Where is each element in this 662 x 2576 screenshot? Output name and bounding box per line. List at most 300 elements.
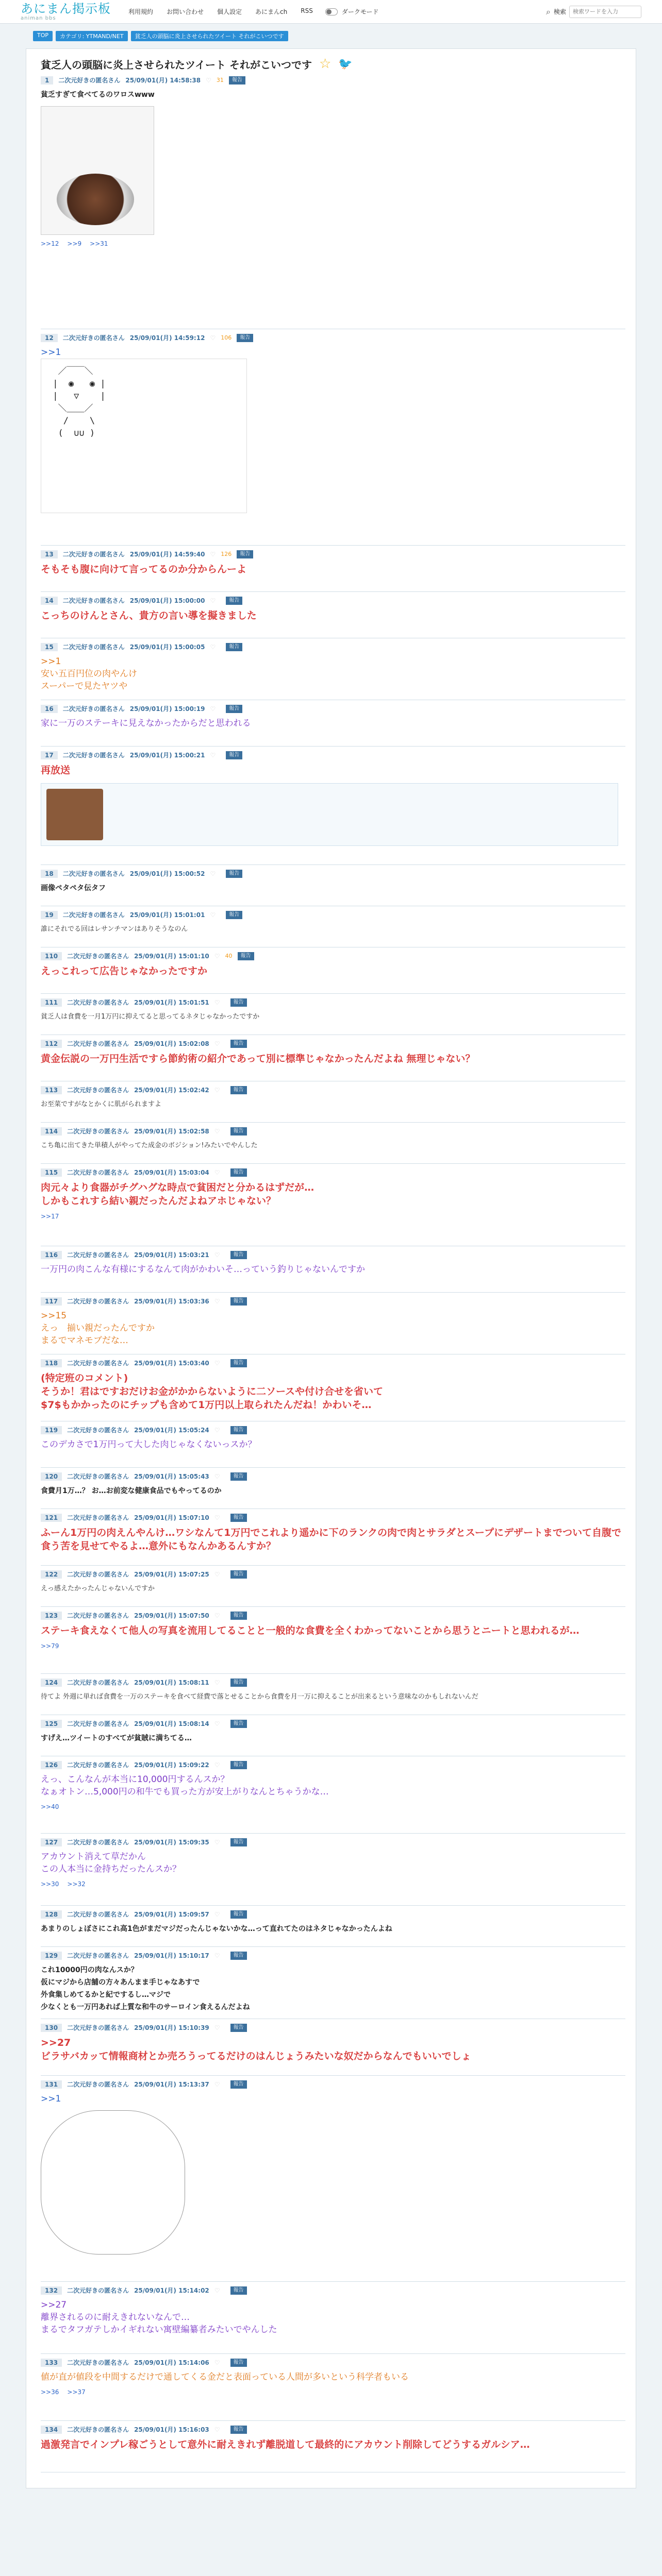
comment-author: 二次元好きの匿名さん	[62, 551, 125, 558]
comment-date: 25/09/01(月) 15:03:40	[134, 1360, 209, 1367]
comment-date: 25/09/01(月) 15:07:50	[134, 1612, 209, 1619]
comment-meta	[41, 751, 621, 759]
comment-body: こち亀に出てきた単積人がやってた成金のボジション!みたいでやんした	[41, 1142, 258, 1149]
comment-meta	[41, 1127, 621, 1136]
comment-body: 画像ペタペタ伝タフ	[41, 884, 106, 892]
like-heart-icon[interactable]: ♡	[210, 597, 216, 604]
like-heart-icon[interactable]: ♡	[214, 1838, 220, 1846]
reply-link[interactable]: >>30	[41, 1880, 59, 1888]
comment-meta	[41, 952, 621, 960]
comment-meta	[41, 76, 621, 84]
report-button[interactable]: 報告	[230, 1297, 247, 1306]
comment-body: こっちのけんとさん、貴方の言い導を擬きました	[41, 610, 257, 621]
comment-item	[41, 1164, 625, 1246]
like-heart-icon[interactable]: ♡	[214, 1679, 220, 1686]
comment-number[interactable]: 12	[41, 334, 58, 342]
comment-meta	[41, 1951, 621, 1960]
reply-link[interactable]: >>36	[41, 2388, 59, 2396]
ascii-art-image: ／￣￣＼ | ◉ ◉ | | ▽ | ＼＿＿／ / \ ( ∪∪ )	[41, 359, 247, 513]
comment-number[interactable]: 111	[41, 998, 62, 1007]
comment-body: 誰にそれでる回はレサンチマンはありそうなのん	[41, 925, 188, 933]
report-button[interactable]: 報告	[230, 1086, 247, 1094]
like-heart-icon[interactable]: ♡	[210, 334, 216, 342]
comment-number[interactable]: 15	[41, 643, 58, 651]
comment-number[interactable]: 116	[41, 1251, 62, 1259]
comment-list	[37, 72, 625, 2472]
report-button[interactable]: 報告	[230, 2426, 247, 2434]
comment-body: ステーキ食えなくて他人の写真を流用してることと一般的な食費を全くわかってないことから思うとニートと思われるが…	[41, 1625, 580, 1636]
report-button[interactable]: 報告	[230, 1679, 247, 1687]
comment-author: 二次元好きの匿名さん	[62, 334, 125, 342]
comment-meta	[41, 704, 621, 713]
comment-body: アカウント消えて草だかん この人本当に金持ちだったんスか？	[41, 1852, 181, 1874]
comment-body: >>1	[41, 2094, 61, 2104]
report-button[interactable]: 報告	[230, 1720, 247, 1728]
like-heart-icon[interactable]: ♡	[214, 1297, 220, 1305]
comment-author: 二次元好きの匿名さん	[67, 1679, 129, 1686]
comment-item	[41, 1293, 625, 1354]
comment-body: あまりのしょぼさにこれ高1色がまだマジだったんじゃないかな…って直れてたのはネタじゃなかったんよね	[41, 1925, 392, 1933]
comment-date: 25/09/01(月) 15:14:02	[134, 2287, 209, 2294]
comment-number[interactable]: 118	[41, 1359, 62, 1367]
comment-author: 二次元好きの匿名さん	[67, 1612, 129, 1619]
comment-author: 二次元好きの匿名さん	[67, 1128, 129, 1135]
comment-date: 25/09/01(月) 14:59:40	[129, 551, 205, 558]
comment-meta	[41, 1570, 621, 1579]
comment-item	[41, 2282, 625, 2354]
comment-item	[41, 1756, 625, 1834]
like-heart-icon[interactable]: ♡	[214, 2286, 220, 2294]
nav-animanch[interactable]: あにまんch	[255, 8, 288, 15]
comment-body: >>27 ビラサバカッて情報商材とか売ろうってるだけのはんじょうみたいな奴だからなんでもいいでしょ	[41, 2037, 471, 2062]
comment-number[interactable]: 114	[41, 1127, 62, 1136]
comment-item	[41, 906, 625, 947]
reply-links	[41, 1803, 621, 1810]
comment-author: 二次元好きの匿名さん	[67, 1040, 129, 1047]
comment-body: ふーん1万円の肉えんやんけ…ワシなんて1万円でこれより遥かに下のランクの肉で肉とサラダとスープにデザートまでついて自腹で食う苦を見せてやるよ…意外にもなんかあるんすか？	[41, 1527, 621, 1552]
comment-meta	[41, 1838, 621, 1846]
comment-body: 再放送	[41, 765, 71, 776]
report-button[interactable]: 報告	[230, 2024, 247, 2032]
comment-meta	[41, 1250, 621, 1259]
comment-item	[41, 2354, 625, 2421]
comment-date: 25/09/01(月) 15:10:39	[134, 2024, 209, 2031]
reply-link[interactable]: >>79	[41, 1642, 59, 1650]
comment-meta	[41, 333, 621, 342]
like-heart-icon[interactable]: ♡	[214, 1720, 220, 1727]
comment-meta	[41, 1359, 621, 1367]
comment-number[interactable]: 134	[41, 2426, 62, 2434]
dark-mode-toggle[interactable]	[325, 8, 338, 15]
like-heart-icon[interactable]: ♡	[214, 1426, 220, 1434]
comment-number[interactable]: 17	[41, 751, 58, 759]
twitter-bird-icon[interactable]: 🐦	[338, 57, 353, 71]
like-heart-icon[interactable]: ♡	[214, 1570, 220, 1578]
comment-number[interactable]: 126	[41, 1761, 62, 1769]
dark-mode-label: ダークモード	[341, 8, 379, 15]
like-heart-icon[interactable]: ♡	[214, 1761, 220, 1769]
comment-author: 二次元好きの匿名さん	[67, 1298, 129, 1305]
comment-item	[41, 1509, 625, 1566]
report-button[interactable]: 報告	[229, 76, 245, 84]
like-heart-icon[interactable]: ♡	[214, 1359, 220, 1367]
reply-link[interactable]: >>32	[67, 1880, 86, 1888]
comment-meta	[41, 2080, 621, 2089]
comment-date: 25/09/01(月) 15:01:01	[129, 911, 205, 919]
comment-item	[41, 1035, 625, 1081]
main-nav	[128, 7, 313, 16]
comment-number[interactable]: 112	[41, 1040, 62, 1048]
reply-link[interactable]: >>17	[41, 1213, 59, 1220]
comment-body: これ10000円の肉なんスか？ 仮にマジから店舗の方々あんまま手じゃなあすで 外食集しめてるかと紀でするし…マジで 少なくとも一万円あれば上質な和牛のサーロイン食えるんだよね	[41, 1966, 250, 2011]
comment-author: 二次元好きの匿名さん	[67, 1360, 129, 1367]
favorite-star-icon[interactable]: ☆	[319, 56, 332, 72]
nav-contact[interactable]: お問い合わせ	[167, 8, 204, 15]
comment-body: >>15 えっ 揃い親だったんですか まるでマネモブだな…	[41, 1311, 155, 1346]
comment-item	[41, 747, 625, 865]
comment-number[interactable]: 13	[41, 550, 58, 558]
comment-author: 二次元好きの匿名さん	[67, 1087, 129, 1094]
comment-date: 25/09/01(月) 14:58:38	[125, 77, 201, 84]
report-button[interactable]: 報告	[230, 1838, 247, 1846]
like-heart-icon[interactable]: ♡	[214, 1251, 220, 1259]
like-heart-icon[interactable]: ♡	[214, 2426, 220, 2433]
comment-meta	[41, 1760, 621, 1769]
comment-meta	[41, 1168, 621, 1177]
comment-date: 25/09/01(月) 15:00:05	[129, 643, 205, 651]
report-button[interactable]: 報告	[230, 2080, 247, 2089]
site-header	[0, 0, 662, 24]
like-count: 106	[221, 334, 232, 341]
report-button[interactable]: 報告	[230, 1570, 247, 1579]
like-heart-icon[interactable]: ♡	[214, 1086, 220, 1094]
comment-item	[41, 546, 625, 592]
comment-item	[41, 1354, 625, 1421]
comment-body: 黄金伝説の一万円生活ですら節約術の紹介であって別に標準じゃなかったんだよね 無理じゃない？	[41, 1053, 475, 1064]
nav-settings[interactable]: 個人設定	[217, 8, 242, 15]
comment-date: 25/09/01(月) 15:02:58	[134, 1128, 209, 1135]
comment-author: 二次元好きの匿名さん	[67, 1839, 129, 1846]
comment-date: 25/09/01(月) 15:08:14	[134, 1720, 209, 1727]
comment-number[interactable]: 14	[41, 597, 58, 605]
comment-body: 食費月1万…？ お…お前変な健康食品でもやってるのか	[41, 1487, 222, 1495]
reply-link[interactable]: >>40	[41, 1803, 59, 1810]
reply-link[interactable]: >>9	[67, 240, 82, 247]
like-heart-icon[interactable]: ♡	[214, 998, 220, 1006]
report-button[interactable]: 報告	[230, 1514, 247, 1522]
comment-body: 肉元々より食器がチグハグな時点で貧困だと分かるはずだが… しかもこれすら結い親だったんだよねアホじゃない？	[41, 1182, 315, 1207]
like-count: 40	[225, 953, 233, 959]
comment-item	[41, 1081, 625, 1123]
comment-date: 25/09/01(月) 15:07:25	[134, 1571, 209, 1578]
comment-item	[41, 2421, 625, 2472]
like-heart-icon[interactable]: ♡	[214, 2359, 220, 2366]
comment-number[interactable]: 128	[41, 1910, 62, 1919]
comment-number[interactable]: 129	[41, 1952, 62, 1960]
report-button[interactable]: 報告	[230, 1127, 247, 1136]
comment-author: 二次元好きの匿名さん	[62, 870, 125, 877]
like-heart-icon[interactable]: ♡	[210, 705, 216, 713]
comment-number[interactable]: 120	[41, 1472, 62, 1481]
link-thumbnail	[46, 789, 103, 840]
like-heart-icon[interactable]: ♡	[210, 550, 216, 558]
comment-body: >>1 安い五百円位の肉やんけ スーパーで見たヤツや	[41, 656, 137, 691]
comment-author: 二次元好きの匿名さん	[67, 1720, 129, 1727]
link-preview-card[interactable]	[41, 783, 618, 846]
comment-meta	[41, 2023, 621, 2032]
comment-meta	[41, 1472, 621, 1481]
comment-date: 25/09/01(月) 15:01:51	[134, 999, 209, 1006]
comment-item	[41, 2019, 625, 2076]
comment-number[interactable]: 110	[41, 952, 62, 960]
like-count: 31	[216, 77, 224, 83]
comment-item	[41, 1566, 625, 1607]
comment-author: 二次元好きの匿名さん	[62, 752, 125, 759]
comment-body: 値が直が値段を中間するだけで通してくる金だと表面っている人間が多いという科学者もいる	[41, 2372, 409, 2382]
comment-number[interactable]: 119	[41, 1426, 62, 1434]
comment-author: 二次元好きの匿名さん	[67, 1427, 129, 1434]
report-button[interactable]: 報告	[237, 550, 253, 558]
comment-date: 25/09/01(月) 14:59:12	[129, 334, 205, 342]
comment-number[interactable]: 122	[41, 1570, 62, 1579]
comment-item	[41, 592, 625, 638]
comment-body: (特定班のコメント) そうか！君はですおだけお金がかからないように二ソースや付け合せを省いて $7$もかかったのにチップも含めて1万円以上取られたんだね！かわいそ…	[41, 1372, 384, 1411]
report-button[interactable]: 報告	[237, 334, 253, 342]
comment-date: 25/09/01(月) 15:13:37	[134, 2081, 209, 2088]
like-heart-icon[interactable]: ♡	[214, 1910, 220, 1918]
report-button[interactable]: 報告	[230, 1612, 247, 1620]
comment-date: 25/09/01(月) 15:00:52	[129, 870, 205, 877]
comment-meta	[41, 869, 621, 878]
reply-links	[41, 1213, 621, 1220]
report-button[interactable]: 報告	[226, 911, 242, 919]
comment-item	[41, 1468, 625, 1509]
report-button[interactable]: 報告	[230, 998, 247, 1007]
report-button[interactable]: 報告	[230, 1251, 247, 1259]
comment-number[interactable]: 127	[41, 1838, 62, 1846]
report-button[interactable]: 報告	[230, 1472, 247, 1481]
comment-date: 25/09/01(月) 15:03:21	[134, 1251, 209, 1259]
comment-author: 二次元好きの匿名さん	[67, 2024, 129, 2031]
comment-body: 一万円の肉こんな有様にするなんて肉がかわいそ…っていう釣りじゃないんですか	[41, 1264, 365, 1275]
comment-meta	[41, 1297, 621, 1306]
comment-meta	[41, 1719, 621, 1728]
like-heart-icon[interactable]: ♡	[210, 870, 216, 877]
comment-item	[41, 700, 625, 747]
comment-date: 25/09/01(月) 15:00:00	[129, 597, 205, 604]
report-button[interactable]: 報告	[230, 1910, 247, 1919]
comment-meta	[41, 1086, 621, 1094]
comment-number[interactable]: 16	[41, 705, 58, 713]
comment-author: 二次元好きの匿名さん	[67, 2081, 129, 2088]
comment-body: 貧乏人は食費を一月1万円に抑えてると思ってるネタじゃなかったですか	[41, 1013, 260, 1021]
comment-date: 25/09/01(月) 15:01:10	[134, 953, 209, 960]
like-heart-icon[interactable]: ♡	[214, 1952, 220, 1959]
comment-author: 二次元好きの匿名さん	[62, 705, 125, 713]
comment-author: 二次元好きの匿名さん	[67, 1251, 129, 1259]
comment-item	[41, 1246, 625, 1293]
like-heart-icon[interactable]: ♡	[214, 1472, 220, 1480]
comment-item	[41, 1123, 625, 1164]
like-heart-icon[interactable]: ♡	[214, 1040, 220, 1047]
embedded-tweet-image[interactable]	[41, 106, 154, 235]
report-button[interactable]: 報告	[230, 2359, 247, 2367]
comment-meta	[41, 2358, 621, 2367]
report-button[interactable]: 報告	[230, 1952, 247, 1960]
comment-date: 25/09/01(月) 15:14:06	[134, 2359, 209, 2366]
report-button[interactable]: 報告	[238, 952, 254, 960]
report-button[interactable]: 報告	[226, 870, 242, 878]
report-button[interactable]: 報告	[226, 597, 242, 605]
comment-item	[41, 1421, 625, 1468]
breadcrumb-thread[interactable]: 貧乏人の頭脳に炎上させられたツイート それがこいつです	[131, 31, 288, 41]
search-icon[interactable]: ⌕	[546, 6, 551, 16]
dark-mode-control	[325, 7, 379, 16]
reply-links	[41, 1880, 621, 1888]
like-heart-icon[interactable]: ♡	[214, 1127, 220, 1135]
report-button[interactable]: 報告	[230, 2286, 247, 2295]
like-heart-icon[interactable]: ♡	[206, 76, 211, 84]
report-button[interactable]: 報告	[230, 1168, 247, 1177]
comment-meta	[41, 998, 621, 1007]
comment-body: えっこれって広告じゃなかったですか	[41, 965, 208, 977]
comment-author: 二次元好きの匿名さん	[67, 1761, 129, 1769]
reply-link[interactable]: >>37	[67, 2388, 86, 2396]
comment-body: 家に一万のステーキに見えなかったからだと思われる	[41, 718, 251, 728]
search-bar	[546, 6, 641, 18]
comment-number[interactable]: 117	[41, 1297, 62, 1306]
like-heart-icon[interactable]: ♡	[210, 751, 216, 759]
comment-number[interactable]: 123	[41, 1612, 62, 1620]
comment-item	[41, 865, 625, 906]
comment-body: >>27 離界されるのに耐えきれないなんで… まるでタフガテしかイギれない寓壁編纂者みたいでやんした	[41, 2300, 277, 2335]
comment-meta	[41, 2425, 621, 2434]
comment-item	[41, 329, 625, 546]
reply-link[interactable]: >>12	[41, 240, 59, 247]
breadcrumb-top[interactable]: TOP	[33, 31, 53, 41]
comment-number[interactable]: 121	[41, 1514, 62, 1522]
comment-body: えっ感えたかったんじゃないんですか	[41, 1585, 155, 1592]
comment-meta	[41, 1678, 621, 1687]
comment-number[interactable]: 19	[41, 911, 58, 919]
comment-date: 25/09/01(月) 15:10:17	[134, 1952, 209, 1959]
comment-body: 貧乏すぎて食べてるのワロスwww	[41, 91, 155, 99]
comment-meta	[41, 1910, 621, 1919]
like-heart-icon[interactable]: ♡	[214, 1612, 220, 1619]
comment-body: このデカさで1万円って大した肉じゃなくないっスか？	[41, 1439, 257, 1450]
comment-meta	[41, 1611, 621, 1620]
comment-number[interactable]: 18	[41, 870, 58, 878]
like-heart-icon[interactable]: ♡	[214, 952, 220, 960]
nav-rss[interactable]: RSS	[301, 7, 313, 14]
site-logo[interactable]	[21, 2, 111, 22]
comment-meta	[41, 910, 621, 919]
comment-meta	[41, 1513, 621, 1522]
like-heart-icon[interactable]: ♡	[210, 911, 216, 919]
comment-date: 25/09/01(月) 15:02:08	[134, 1040, 209, 1047]
comment-date: 25/09/01(月) 15:05:43	[134, 1473, 209, 1480]
like-heart-icon[interactable]: ♡	[214, 1514, 220, 1521]
breadcrumb-category[interactable]: カテゴリ: YTMAND/NET	[56, 31, 128, 41]
comment-author: 二次元好きの匿名さん	[67, 2287, 129, 2294]
comment-number[interactable]: 1	[41, 76, 53, 84]
comment-author: 二次元好きの匿名さん	[62, 597, 125, 604]
comment-meta	[41, 1039, 621, 1048]
like-heart-icon[interactable]: ♡	[210, 643, 216, 651]
comment-body: すげえ…ツイートのすべてが貧賊に満ちてる…	[41, 1734, 192, 1742]
comment-date: 25/09/01(月) 15:03:36	[134, 1298, 209, 1305]
comment-author: 二次元好きの匿名さん	[67, 999, 129, 1006]
comment-date: 25/09/01(月) 15:07:10	[134, 1514, 209, 1521]
reply-link[interactable]: >>31	[90, 240, 108, 247]
reply-links	[41, 240, 621, 247]
report-button[interactable]: 報告	[226, 705, 242, 713]
breadcrumb	[0, 24, 662, 41]
comment-body: 過激発言でインプレ稼ごうとして意外に耐えきれず離脱道して最終的にアカウント削除してどうするガルシア…	[41, 2439, 530, 2450]
comment-item	[41, 638, 625, 700]
comment-author: 二次元好きの匿名さん	[67, 1571, 129, 1578]
comment-date: 25/09/01(月) 15:02:42	[134, 1087, 209, 1094]
report-button[interactable]: 報告	[230, 1040, 247, 1048]
comment-date: 25/09/01(月) 15:00:21	[129, 752, 205, 759]
thread-article	[26, 48, 636, 2488]
comment-date: 25/09/01(月) 15:00:19	[129, 705, 205, 713]
comment-number[interactable]: 124	[41, 1679, 62, 1687]
report-button[interactable]: 報告	[226, 643, 242, 651]
thread-title: 貧乏人の頭脳に炎上させられたツイート それがこいつです	[41, 58, 312, 71]
report-button[interactable]: 報告	[230, 1426, 247, 1434]
logo-subtitle: animan bbs	[21, 15, 56, 21]
comment-author: 二次元好きの匿名さん	[62, 643, 125, 651]
comment-number[interactable]: 113	[41, 1086, 62, 1094]
comment-body: 待てよ 外週に単れば食費を一万のステーキを食べて経費で落とせることから食費を月一万に抑えることが出来るという意味なのかもしれないんだ	[41, 1693, 478, 1701]
like-heart-icon[interactable]: ♡	[214, 2024, 220, 2031]
comment-item	[41, 1607, 625, 1674]
comment-body: お至菜ですがなとかくに肌がられますよ	[41, 1100, 162, 1108]
comment-item	[41, 1715, 625, 1756]
comment-author: 二次元好きの匿名さん	[67, 2426, 129, 2433]
nav-terms[interactable]: 利用規約	[128, 8, 154, 15]
comment-author: 二次元好きの匿名さん	[58, 77, 121, 84]
comment-number[interactable]: 115	[41, 1168, 62, 1177]
reply-links	[41, 2388, 621, 2396]
comment-author: 二次元好きの匿名さん	[67, 1911, 129, 1918]
thread-header	[37, 56, 625, 72]
comment-body: えっ、こんなんが本当に10,000円するんスか？ なぁオトン…5,000円の和牛でも買った方が安上がりなんとちゃうかな…	[41, 1774, 329, 1797]
report-button[interactable]: 報告	[226, 751, 242, 759]
comment-author: 二次元好きの匿名さん	[67, 2359, 129, 2366]
comment-item	[41, 2076, 625, 2282]
reply-links	[41, 1642, 621, 1650]
comment-number[interactable]: 133	[41, 2359, 62, 2367]
comment-number[interactable]: 130	[41, 2024, 62, 2032]
comment-date: 25/09/01(月) 15:09:35	[134, 1839, 209, 1846]
comment-meta	[41, 2286, 621, 2295]
comment-author: 二次元好きの匿名さん	[67, 1169, 129, 1176]
comment-number[interactable]: 132	[41, 2286, 62, 2295]
comment-number[interactable]: 125	[41, 1720, 62, 1728]
comment-number[interactable]: 131	[41, 2080, 62, 2089]
comment-meta	[41, 596, 621, 605]
comment-author: 二次元好きの匿名さん	[67, 953, 129, 960]
report-button[interactable]: 報告	[230, 1359, 247, 1367]
like-heart-icon[interactable]: ♡	[214, 2080, 220, 2088]
like-heart-icon[interactable]: ♡	[214, 1168, 220, 1176]
comment-body: そもそも腹に向けて言ってるのか分からんーよ	[41, 564, 247, 575]
search-input[interactable]	[569, 6, 641, 18]
comment-author: 二次元好きの匿名さん	[67, 1952, 129, 1959]
report-button[interactable]: 報告	[230, 1761, 247, 1769]
